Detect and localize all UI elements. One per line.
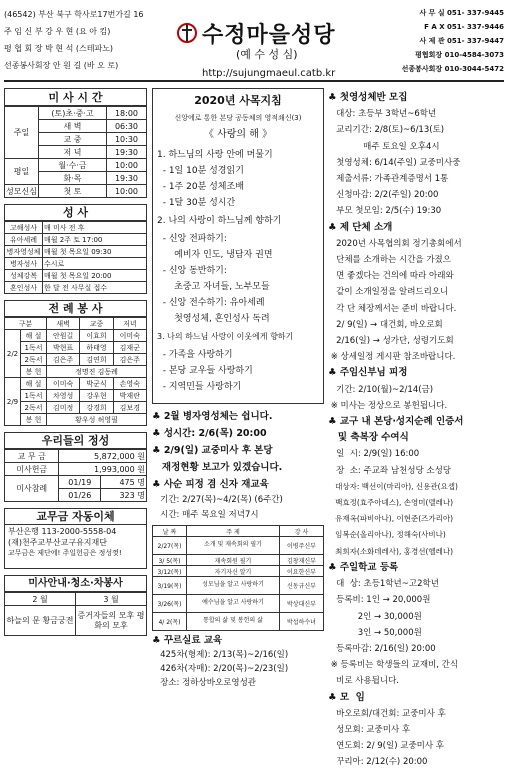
right-line: 성모회: 교중미사 후: [328, 724, 411, 735]
mass-slot: 화·목: [39, 172, 107, 185]
lecture-speaker: 김창재신부: [280, 555, 324, 566]
council-phone: 평협회장 010-4584-3073: [415, 51, 504, 59]
sacrament-info: 매월 2주 토 17:00: [43, 234, 147, 246]
right-line: 면 좋겠다는 건의에 따라 아래와: [328, 271, 454, 282]
youth-table: [4, 592, 147, 636]
fax: F A X 051- 337-9446: [424, 23, 504, 31]
offering-value: 5,872,000 원: [59, 450, 147, 463]
church-title: 수정마을성당: [202, 23, 336, 48]
altar-cell: 박현표: [47, 342, 80, 354]
lecture-date: 3/19(목): [153, 577, 187, 595]
notice-item: 예비자 인도, 냉담자 권면: [157, 250, 273, 260]
middle-column: [152, 88, 324, 690]
mass-title: 미 사 시 간: [4, 88, 147, 106]
altar-cell: 김은주: [47, 354, 80, 366]
right-line: 비로 사용됩니다.: [328, 676, 399, 687]
mass-cat-weekday: 평일: [5, 159, 39, 185]
altar-role: 해 설: [21, 330, 47, 342]
church-subtitle: (예 수 성 심): [236, 48, 298, 61]
lecture-date: 3/12(목): [153, 566, 187, 577]
funeral-phone: 선종봉사회장 010-3044-5472: [401, 65, 504, 73]
right-line: 대상자: 백선이(마리아), 신용관(요셉): [328, 481, 458, 491]
altar-date: 2/2: [5, 330, 21, 378]
right-line: 2020년 사목협의회 정기총회에서: [328, 238, 462, 249]
altar-cell: 김미정: [47, 402, 80, 414]
lecture-speaker: 박상대신부: [280, 595, 324, 613]
church-logo: [176, 22, 198, 44]
lecture-date: 3/26(목): [153, 595, 187, 613]
sacrament-info: 매월 첫 목요일 20:00: [43, 270, 147, 282]
mass-time: 19:30: [107, 146, 147, 159]
altar-cell: 김재군: [113, 342, 146, 354]
right-line: 3인 → 50,000원: [328, 627, 422, 638]
participants-count: 323 명: [101, 489, 147, 502]
altar-title: 전 례 봉 사: [4, 300, 147, 317]
youth-title: 미사안내·청소·차봉사: [4, 575, 147, 592]
altar-table: [4, 317, 147, 426]
lecture-date: 4/ 2(목): [153, 613, 187, 631]
right-line: 꾸리아: 2/12(수) 20:00: [328, 757, 428, 768]
youth-month: 3 월: [76, 593, 147, 606]
sacrament-name: 고해성사: [5, 222, 43, 234]
altar-date: 2/9: [5, 378, 21, 426]
altar-cell: 김연희: [80, 354, 113, 366]
altar-cell: 하태영: [80, 342, 113, 354]
altar-role: 1독서: [21, 342, 47, 354]
offering-label: 미사헌금: [5, 463, 59, 476]
header-left: [4, 6, 169, 74]
notice-item: - 신앙 전수하기: 유아세례: [157, 298, 265, 308]
right-line: ♣ 모 임: [328, 691, 365, 703]
funeral-head: 선종봉사회장 안 원 길 (바 오 로): [4, 61, 119, 70]
right-line: ♣ 주임신부님 피정: [328, 367, 408, 379]
right-line: ※ 상세일정 게시판 참조바랍니다.: [328, 352, 456, 363]
account-holder: (재)천주교부산교구유지재단: [8, 537, 107, 547]
right-line: 교리기간: 2/8(토)~6/13(토): [328, 125, 445, 136]
altar-role: 봉 헌: [21, 366, 47, 378]
rectory-phone: 사 제 관 051- 337-9447: [419, 37, 504, 45]
right-line: 바오로회/대건회: 교중미사 후: [328, 708, 446, 719]
address: (46542) 부산 북구 학사로17번가길 16: [4, 10, 144, 19]
notice-line2: 《 사랑의 해 》: [203, 129, 273, 140]
right-line: 대상: 초등부 3학년~6학년: [328, 109, 437, 120]
mid-notice: 시간: 매주 목요일 저녁7시: [152, 510, 259, 520]
header-right: [356, 6, 504, 76]
mid-notice: ♣ 사순 피정 겸 신자 재교육: [152, 479, 269, 490]
mass-time: 10:00: [107, 185, 147, 198]
notice-item: - 가족을 사랑하기: [157, 350, 233, 360]
mid-notice: ♣ 2/9(일) 교중미사 후 본당: [152, 445, 273, 456]
mass-time: 19:30: [107, 172, 147, 185]
lecture-topic: 예수님을 알고 사랑하기: [187, 595, 280, 613]
cursillo: [152, 634, 324, 690]
lecture-speaker: 박섭하수녀: [280, 613, 324, 631]
cursillo-line: 426차(자매): 2/20(목)~2/23(일): [152, 664, 289, 674]
altar-cell: 박군식: [80, 378, 113, 390]
church-url[interactable]: http://sujungmaeul.catb.kr: [202, 68, 336, 79]
lecture-topic: 성모님을 알고 사랑하기: [187, 577, 280, 595]
altar-cell: 김은주: [113, 354, 146, 366]
notice-item: - 1달 30분 성시간: [157, 198, 236, 208]
mass-time: 06:30: [107, 120, 147, 133]
altar-role: 1독서: [21, 390, 47, 402]
altar-head: 교중: [80, 318, 113, 330]
offering-table: [4, 449, 147, 502]
lecture-date: 2/27(목): [153, 537, 187, 555]
right-line: ♣ 주일학교 등록: [328, 561, 399, 573]
mid-notice: 기간: 2/27(목)~4/2(목) (6주간): [152, 495, 283, 505]
right-column: [328, 90, 504, 771]
notice-item: 2. 나의 사랑이 하느님께 향하기: [157, 216, 282, 226]
right-line: ♣ 교구 내 본당·성지순례 인증서: [328, 416, 464, 428]
youth-month: 2 월: [5, 593, 76, 606]
right-line: ※ 등록비는 학생들의 교재비, 간식: [328, 660, 459, 671]
offering-label: 교 무 금: [5, 450, 59, 463]
mass-table: [4, 106, 147, 198]
right-line: 연도회: 2/ 9(일) 교중미사 후: [328, 741, 444, 752]
right-line: 단체를 소개하는 시간을 가졌으: [328, 255, 451, 266]
lecture-topic: 소개 및 재속회의 필기: [187, 537, 280, 555]
mass-time: 18:00: [107, 107, 147, 120]
right-line: 및 축복장 수여식: [328, 432, 409, 444]
sacrament-name: 병자영성체: [5, 246, 43, 258]
lecture-date: 3/ 5(목): [153, 555, 187, 566]
sacrament-name: 병자성사: [5, 258, 43, 270]
altar-head: 구분: [5, 318, 47, 330]
right-line: ♣ 제 단체 소개: [328, 221, 393, 233]
right-line: 2/ 9(일) → 대건회, 바오로회: [328, 319, 443, 330]
altar-cell: 박재란: [113, 390, 146, 402]
mass-time: 10:00: [107, 159, 147, 172]
lecture-head: 주 제: [187, 526, 280, 537]
offering-value: 1,993,000 원: [59, 463, 147, 476]
altar-cell: 차영성: [47, 390, 80, 402]
participants-label: 미사참례: [5, 476, 59, 502]
lecture-topic: 통합의 삶 및 봉헌의 삶: [187, 613, 280, 631]
lecture-speaker: 이병주신부: [280, 537, 324, 555]
mass-slot: (토)초·중·고: [39, 107, 107, 120]
mass-slot: 첫 토: [39, 185, 107, 198]
notice-line1: 신앙에로 통한 본당 공동체의 영적쇄신(3): [174, 114, 302, 122]
altar-role: 해 설: [21, 378, 47, 390]
right-line: ※ 미사는 정상으로 봉헌됩니다.: [328, 400, 448, 411]
notice-item: - 1주 20분 성체조배: [157, 182, 244, 192]
right-line: 2인 → 30,000원: [328, 611, 422, 622]
sacrament-info: 매 미사 전 후: [43, 222, 147, 234]
notice-item: 3. 나의 하느님 사랑이 이웃에게 향하기: [157, 332, 294, 341]
right-line: 각 단 체장께서는 준비 바랍니다.: [328, 303, 457, 314]
right-line: 제출서류: 가족관계증명서 1통: [328, 174, 449, 185]
youth-cell: 하늘의 문 황금궁전: [5, 606, 76, 636]
notice-item: 첫영성체, 혼인성사 독려: [157, 314, 270, 324]
right-line: 부모 첫모임: 2/5(수) 19:30: [328, 206, 442, 217]
cursillo-title: ♣ 꾸르실료 교육: [152, 635, 223, 646]
right-line: 2/16(일) → 성가단, 성령기도회: [328, 336, 454, 347]
right-line: 등록비: 1인 → 20,000원: [328, 595, 431, 606]
lecture-speaker: 신동규신부: [280, 577, 324, 595]
transfer-title: 교무금 자동이체: [4, 508, 147, 525]
cursillo-line: 425차(형제): 2/13(목)~2/16(일): [152, 650, 289, 660]
lecture-table: [152, 525, 324, 631]
sacrament-info: 한 달 전 사무실 접수: [43, 282, 147, 294]
right-line: 백효정(효주아녜스), 손영미(델레나): [328, 498, 454, 508]
altar-role: 2독서: [21, 354, 47, 366]
lecture-head: 강 사: [280, 526, 324, 537]
notice-box: [152, 88, 324, 404]
sacrament-title: 성 사: [4, 204, 147, 221]
mass-slot: 저 녁: [39, 146, 107, 159]
offering-title: 우리들의 정성: [4, 432, 147, 449]
altar-cell: 강우현: [80, 390, 113, 402]
lecture-topic: 자기자신 알기: [187, 566, 280, 577]
altar-role: 봉 헌: [21, 414, 47, 426]
altar-role: 2독서: [21, 402, 47, 414]
altar-cell: 이효희: [80, 330, 113, 342]
lecture-topic: 재속회원 필기: [187, 555, 280, 566]
notice-item: - 지역민들 사랑하기: [157, 382, 242, 392]
right-line: 임복순(올리아나), 정해숙(사비나): [328, 530, 446, 540]
sacrament-info: 매월 첫 목요일 09:30: [43, 246, 147, 258]
notice-item: - 1일 10분 성경읽기: [157, 166, 244, 176]
transfer-box: [4, 525, 147, 569]
altar-cell: 황우성 허영필: [47, 414, 147, 426]
right-line: 신청마감: 2/2(주일) 20:00: [328, 190, 439, 201]
mass-slot: 새 벽: [39, 120, 107, 133]
notice-item: - 신앙 동반하기:: [157, 266, 227, 276]
mid-notice: ♣ 2월 병자영성체는 쉽니다.: [152, 411, 273, 422]
council-head: 평 협 회 장 박 현 석 (스테파노): [4, 44, 114, 53]
cursillo-line: 장소: 정하상바오로영성관: [152, 678, 256, 688]
right-line: 장 소: 주교좌 남천성당 소성당: [328, 465, 452, 476]
header: [4, 4, 504, 82]
lecture-head: 날 짜: [153, 526, 187, 537]
sacrament-table: [4, 221, 147, 294]
sacrament-info: 수시로: [43, 258, 147, 270]
notice-item: 초중고 자녀들, 노부모들: [157, 282, 270, 292]
youth-cell: 증거자들의 모후 평화의 모후: [76, 606, 147, 636]
right-line: 대 상: 초등1학년~고2학년: [328, 579, 439, 590]
notice-item: - 본당 교우들 사랑하기: [157, 366, 253, 376]
right-line: 기간: 2/10(월)~2/14(금): [328, 384, 434, 395]
altar-head: 저녁: [113, 318, 146, 330]
altar-cell: 김보경: [113, 402, 146, 414]
right-line: 최희자(소화데레사), 홍경선(헬레나): [328, 546, 454, 556]
altar-cell: 이미숙: [113, 330, 146, 342]
participants-count: 475 명: [101, 476, 147, 489]
pastor: 주 임 신 부 강 우 현 (요 아 킴): [4, 27, 111, 36]
notice-item: 1. 하느님의 사랑 안에 머물기: [157, 150, 273, 160]
mass-slot: 교 중: [39, 133, 107, 146]
right-line: 매주 토요일 오후4시: [328, 141, 440, 152]
right-line: 같이 소개일정을 알려드리오니: [328, 287, 449, 298]
notice-title: 2020년 사목지침: [194, 94, 282, 107]
right-line: ♣ 첫영성체반 모집: [328, 92, 408, 103]
right-line: 첫영성체: 6/14(주일) 교중미사중: [328, 157, 461, 168]
altar-cell: 정명진 김동례: [47, 366, 147, 378]
mass-cat-sunday: 주일: [5, 107, 39, 159]
participants-date: 01/26: [59, 489, 101, 502]
altar-cell: 강경희: [80, 402, 113, 414]
altar-head: 새벽: [47, 318, 80, 330]
mass-slot: 월·수·금: [39, 159, 107, 172]
transfer-note: 교무금은 제단에! 주일헌금은 정성껏!: [8, 548, 122, 557]
mass-time: 10:30: [107, 133, 147, 146]
left-column: [4, 88, 147, 636]
mass-cat-devotion: 성모신심: [6, 186, 37, 196]
office-phone: 사 무 실 051- 337-9445: [419, 9, 504, 17]
altar-cell: 이미숙: [47, 378, 80, 390]
participants-date: 01/19: [59, 476, 101, 489]
right-line: 일 시: 2/9(일) 16:00: [328, 449, 420, 460]
sacrament-name: 성체강복: [5, 270, 43, 282]
notice-item: - 신앙 전파하기:: [157, 234, 227, 244]
mid-notice: ♣ 성시간: 2/6(목) 20:00: [152, 428, 267, 439]
sacrament-name: 혼인성사: [5, 282, 43, 294]
bank-account: 부산은행 113-2000-5558-04: [8, 527, 117, 536]
altar-cell: 안원길: [47, 330, 80, 342]
altar-cell: 손영숙: [113, 378, 146, 390]
mid-notice: 재정현황 보고가 있겠습니다.: [152, 462, 283, 473]
lecture-speaker: 이요한신부: [280, 566, 324, 577]
mid-notices: [152, 408, 324, 523]
sacrament-name: 유아세례: [5, 234, 43, 246]
right-line: 유재옥(파비아나), 이현준(즈가리아): [328, 514, 454, 524]
right-line: 등록마감: 2/16(일) 20:00: [328, 643, 436, 654]
